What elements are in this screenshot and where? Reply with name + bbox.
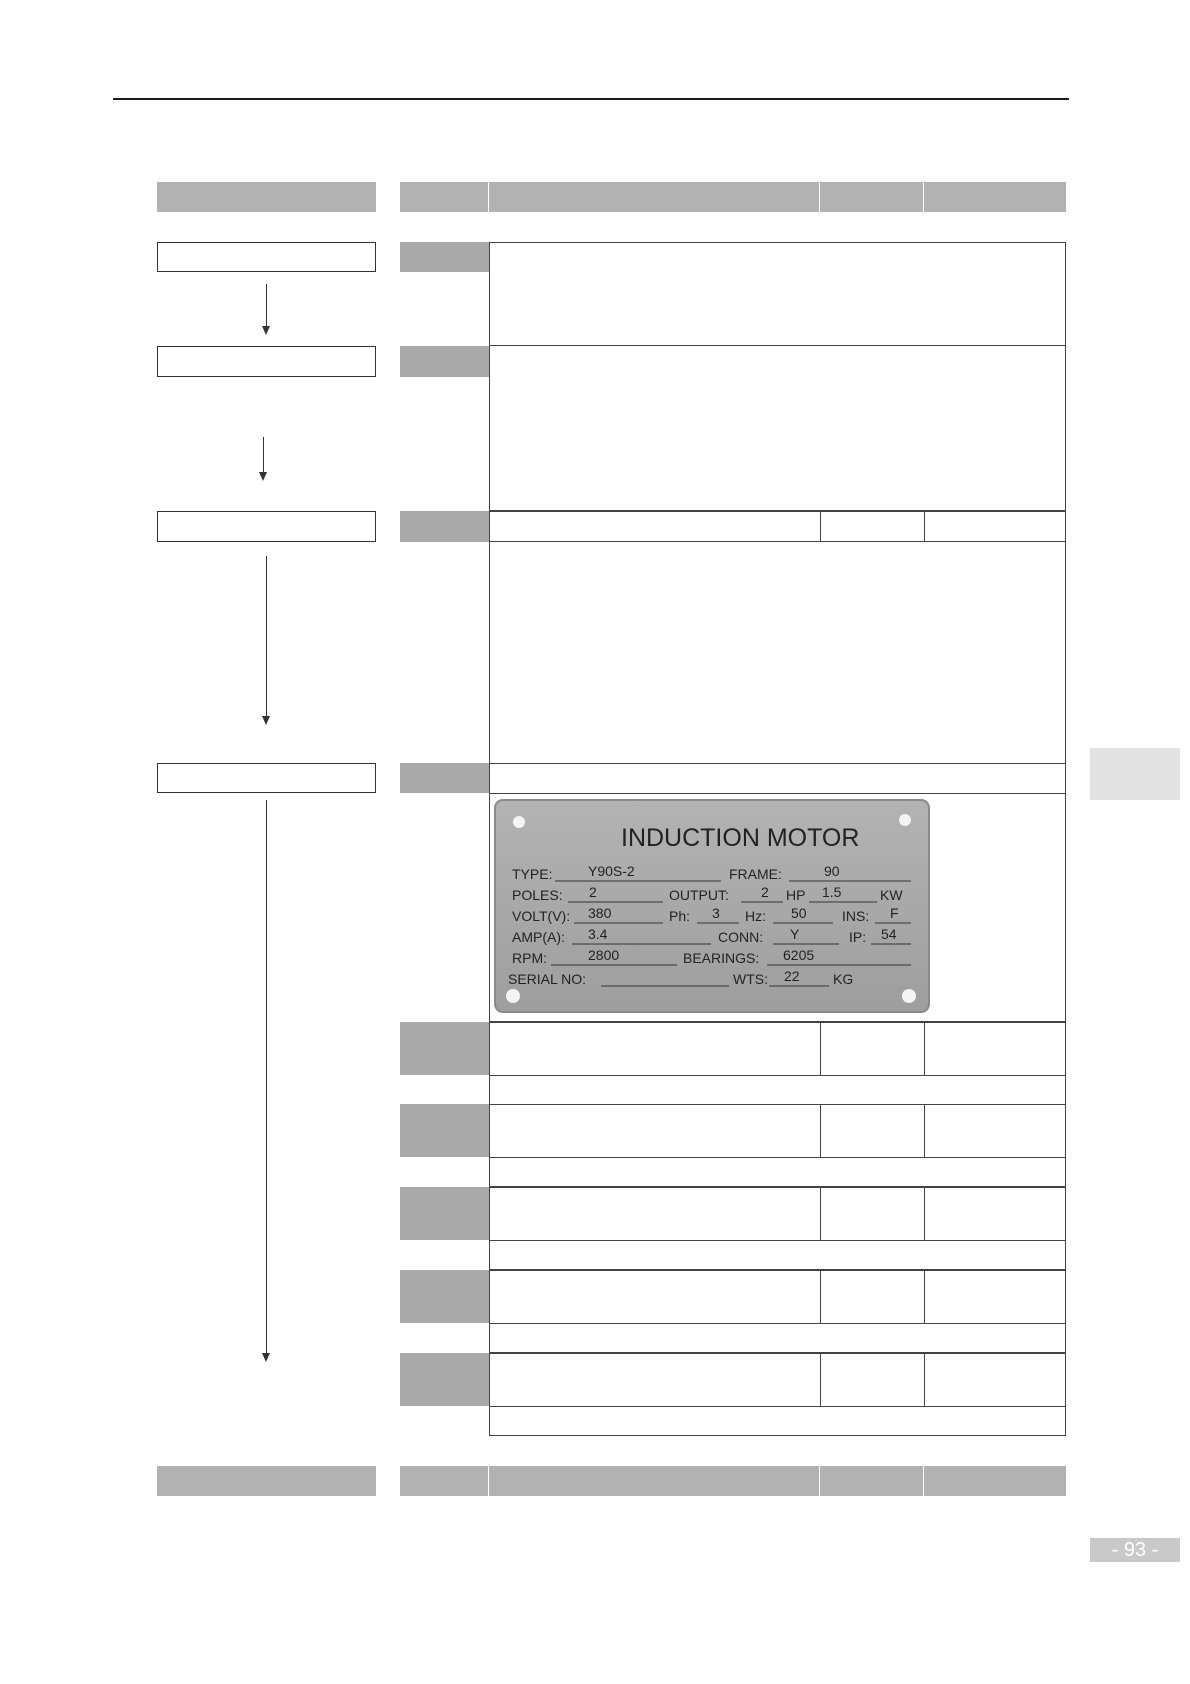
- param-note-row: [489, 1075, 1066, 1105]
- param-row: [489, 1104, 1066, 1158]
- table-footer: [400, 1466, 1066, 1496]
- cell-divider: [924, 1271, 925, 1323]
- cell-divider: [820, 1105, 821, 1157]
- plate-value: F: [890, 905, 899, 921]
- plate-label: IP:: [849, 929, 867, 945]
- cell-divider: [924, 512, 925, 541]
- row-content-4: [489, 763, 1066, 794]
- header-divider: [488, 182, 489, 212]
- param-note-row: [489, 1406, 1066, 1436]
- plate-label: CONN:: [718, 929, 764, 945]
- plate-label: POLES:: [512, 887, 563, 903]
- plate-label: RPM:: [512, 950, 547, 966]
- cell-divider: [924, 1188, 925, 1240]
- param-row: [489, 1353, 1066, 1407]
- param-label: [400, 1270, 489, 1323]
- flow-header: [157, 182, 376, 212]
- plate-label: Ph:: [669, 908, 691, 924]
- param-label: [400, 1022, 489, 1075]
- flow-arrow-2: [263, 437, 264, 477]
- page-number: - 93 -: [1090, 1538, 1180, 1562]
- plate-value: 50: [791, 905, 807, 921]
- table-header: [400, 182, 1066, 212]
- footer-divider: [488, 1466, 489, 1496]
- plate-value: 3.4: [588, 926, 608, 942]
- row-detail-3: [489, 541, 1066, 764]
- cell-divider: [820, 1188, 821, 1240]
- plate-label: Hz:: [745, 908, 766, 924]
- param-label: [400, 1353, 489, 1406]
- param-note-row: [489, 1240, 1066, 1270]
- param-note-row: [489, 1157, 1066, 1187]
- cell-divider: [924, 1354, 925, 1406]
- plate-label: FRAME:: [729, 866, 782, 882]
- chapter-tab: [1090, 748, 1180, 800]
- footer-divider: [923, 1466, 924, 1496]
- flow-arrow-1: [266, 284, 267, 331]
- plate-label: INS:: [842, 908, 870, 924]
- cell-divider: [924, 1105, 925, 1157]
- plate-value: Y: [790, 926, 800, 942]
- plate-value: 1.5: [822, 884, 842, 900]
- flow-arrow-3: [266, 556, 267, 719]
- motor-nameplate: [493, 798, 931, 1014]
- cell-divider: [924, 1023, 925, 1075]
- flow-step-4: [157, 763, 376, 793]
- flow-footer: [157, 1466, 376, 1496]
- top-rule: [113, 98, 1069, 100]
- row-content-1: [489, 242, 1066, 346]
- plate-value: 380: [588, 905, 612, 921]
- header-divider: [923, 182, 924, 212]
- row-content-2: [489, 345, 1066, 511]
- plate-label: KG: [833, 971, 854, 987]
- cell-divider: [820, 1354, 821, 1406]
- plate-label: HP: [786, 887, 806, 903]
- header-divider: [819, 182, 820, 212]
- plate-label: OUTPUT:: [669, 887, 729, 903]
- param-row: [489, 1187, 1066, 1241]
- arrow-down-icon: [262, 1353, 270, 1362]
- plate-label: WTS:: [733, 971, 768, 987]
- plate-value: 2800: [588, 947, 620, 963]
- row-content-3: [489, 511, 1066, 542]
- plate-value: 90: [824, 863, 840, 879]
- flow-step-1: [157, 242, 376, 272]
- flow-step-3: [157, 511, 376, 542]
- row-label-3: [400, 511, 489, 542]
- row-label-2: [400, 346, 489, 377]
- plate-label: TYPE:: [512, 866, 553, 882]
- nameplate-title: INDUCTION MOTOR: [621, 824, 860, 852]
- plate-value: 6205: [783, 947, 815, 963]
- param-label: [400, 1187, 489, 1240]
- cell-divider: [820, 512, 821, 541]
- plate-value: Y90S-2: [588, 863, 635, 879]
- plate-value: 54: [881, 926, 897, 942]
- arrow-down-icon: [259, 472, 267, 481]
- plate-label: SERIAL NO:: [508, 971, 587, 987]
- flow-arrow-4: [266, 800, 267, 1358]
- plate-value: 2: [761, 884, 769, 900]
- row-label-4: [400, 763, 489, 793]
- plate-label: BEARINGS:: [683, 950, 760, 966]
- arrow-down-icon: [262, 716, 270, 725]
- plate-value: 3: [712, 905, 720, 921]
- row-label-1: [400, 242, 489, 272]
- plate-value: 2: [589, 884, 597, 900]
- plate-label: AMP(A):: [512, 929, 565, 945]
- flow-step-2: [157, 346, 376, 377]
- param-note-row: [489, 1323, 1066, 1353]
- cell-divider: [820, 1023, 821, 1075]
- footer-divider: [819, 1466, 820, 1496]
- param-label: [400, 1104, 489, 1157]
- param-row: [489, 1022, 1066, 1076]
- plate-label: VOLT(V):: [512, 908, 571, 924]
- arrow-down-icon: [262, 326, 270, 335]
- param-row: [489, 1270, 1066, 1324]
- plate-value: 22: [784, 968, 800, 984]
- cell-divider: [820, 1271, 821, 1323]
- plate-label: KW: [880, 887, 903, 903]
